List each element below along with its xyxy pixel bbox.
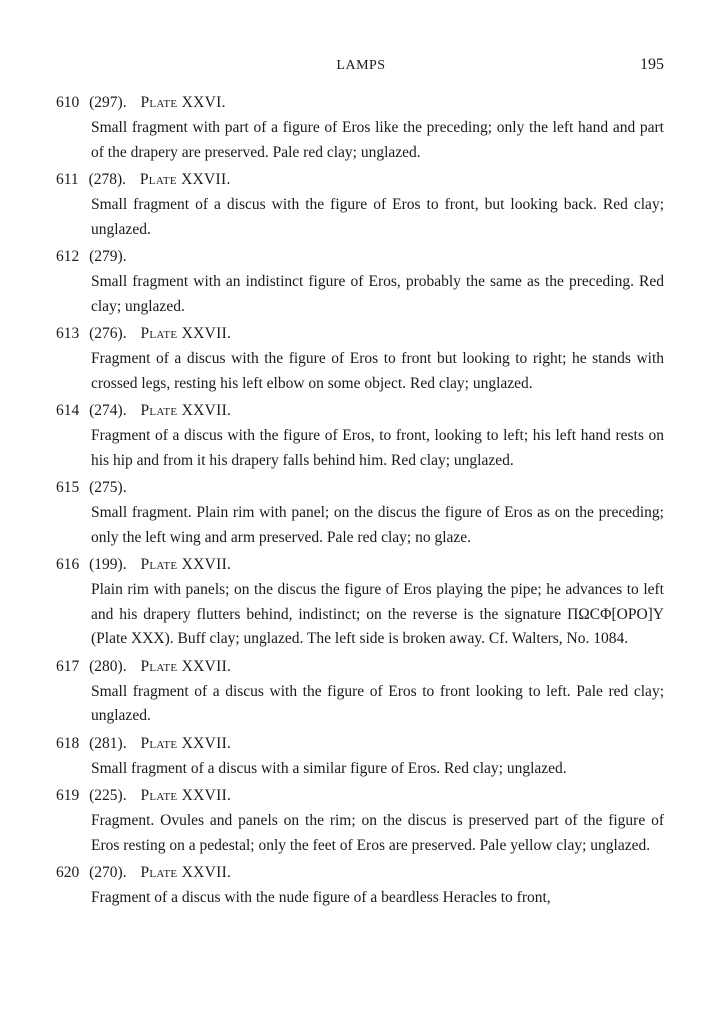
catalogue-entries	[56, 90, 664, 913]
entry-plate: Plate XXVII.	[139, 171, 231, 188]
catalogue-entry-610	[56, 90, 664, 165]
running-head	[0, 56, 722, 76]
entry-heading	[56, 475, 664, 501]
catalogue-entry-617	[56, 654, 664, 729]
entry-description: Fragment of a discus with the nude figure of a beardless Heracles to front,	[91, 889, 551, 906]
entry-description: Fragment of a discus with the figure of Eros to front but looking to right; he stands with crossed legs, resting his left elbow on some object. Red clay; unglazed.	[91, 350, 664, 392]
entry-description: Plain rim with panels; on the discus the figure of Eros playing the pipe; he advances to left and his drapery flutters behind, indistinct; on the reverse is the signature ΠΩCΦ[ΟΡΟ]Υ (Plate XXX). Buff clay; unglazed. The left side is broken away. Cf. Walters, No. 1084.	[91, 581, 664, 647]
entry-plate: Plate XXVII.	[140, 556, 232, 573]
entry-description: Small fragment of a discus with the figure of Eros to front, but looking back. Red clay; unglazed.	[91, 196, 664, 238]
entry-number: 617	[56, 657, 80, 675]
running-title: LAMPS	[336, 58, 386, 73]
entry-reference: (279).	[89, 248, 127, 265]
entry-heading	[56, 398, 664, 424]
entry-heading	[56, 167, 664, 193]
entry-plate: Plate XXVII.	[140, 657, 232, 675]
entry-heading	[56, 860, 664, 886]
entry-reference: (280).	[89, 657, 127, 675]
entry-reference: (225).	[89, 787, 127, 804]
entry-heading	[56, 654, 664, 680]
entry-plate: Plate XXVII.	[140, 734, 232, 752]
entry-number: 615	[56, 479, 80, 496]
entry-number: 611	[56, 171, 79, 188]
entry-number: 614	[56, 402, 80, 419]
entry-number: 620	[56, 864, 80, 881]
entry-description: Fragment of a discus with the figure of Eros, to front, looking to left; his left hand rests on his hip and from it his drapery falls behind him. Red clay; unglazed.	[91, 427, 664, 469]
entry-reference: (297).	[89, 94, 127, 111]
catalogue-entry-615	[56, 475, 664, 550]
entry-heading	[56, 783, 664, 809]
page-number: 195	[640, 56, 664, 73]
entry-description: Small fragment with an indistinct figure of Eros, probably the same as the preceding. Red clay; unglazed.	[91, 273, 664, 315]
entry-reference: (274).	[89, 402, 127, 419]
entry-number: 613	[56, 325, 80, 342]
catalogue-entry-612	[56, 244, 664, 319]
catalogue-entry-611	[56, 167, 664, 242]
catalogue-entry-616	[56, 552, 664, 652]
entry-description: Small fragment of a discus with the figure of Eros to front looking to left. Pale red clay; unglazed.	[91, 682, 664, 724]
entry-reference: (270).	[89, 864, 127, 881]
entry-reference: (275).	[89, 479, 127, 496]
entry-plate: Plate XXVI.	[140, 94, 226, 111]
entry-description: Small fragment. Plain rim with panel; on the discus the figure of Eros as on the preceding; only the left wing and arm preserved. Pale red clay; no glaze.	[91, 504, 664, 546]
catalogue-entry-614	[56, 398, 664, 473]
entry-number: 616	[56, 556, 80, 573]
entry-heading	[56, 244, 664, 270]
entry-reference: (276).	[89, 325, 127, 342]
catalogue-entry-620	[56, 860, 664, 911]
entry-number: 619	[56, 787, 80, 804]
entry-number: 610	[56, 94, 80, 111]
entry-heading	[56, 552, 664, 578]
entry-heading	[56, 731, 664, 757]
entry-reference: (278).	[88, 171, 127, 188]
entry-plate: Plate XXVII.	[140, 325, 232, 342]
catalogue-entry-618	[56, 731, 664, 782]
entry-reference: (281).	[89, 734, 127, 752]
entry-reference: (199).	[89, 556, 127, 573]
entry-description: Small fragment of a discus with a similar figure of Eros. Red clay; unglazed.	[91, 759, 567, 777]
entry-number: 612	[56, 248, 80, 265]
entry-heading	[56, 321, 664, 347]
entry-plate: Plate XXVII.	[140, 402, 232, 419]
entry-plate: Plate XXVII.	[140, 787, 232, 804]
entry-number: 618	[56, 734, 80, 752]
catalogue-entry-619	[56, 783, 664, 858]
catalogue-entry-613	[56, 321, 664, 396]
entry-heading	[56, 90, 664, 116]
entry-description: Small fragment with part of a figure of Eros like the preceding; only the left hand and part of the drapery are preserved. Pale red clay; unglazed.	[91, 119, 664, 161]
entry-description: Fragment. Ovules and panels on the rim; on the discus is preserved part of the figure of Eros resting on a pedestal; only the feet of Eros are preserved. Pale yellow clay; unglazed.	[91, 812, 664, 854]
entry-plate: Plate XXVII.	[140, 864, 232, 881]
